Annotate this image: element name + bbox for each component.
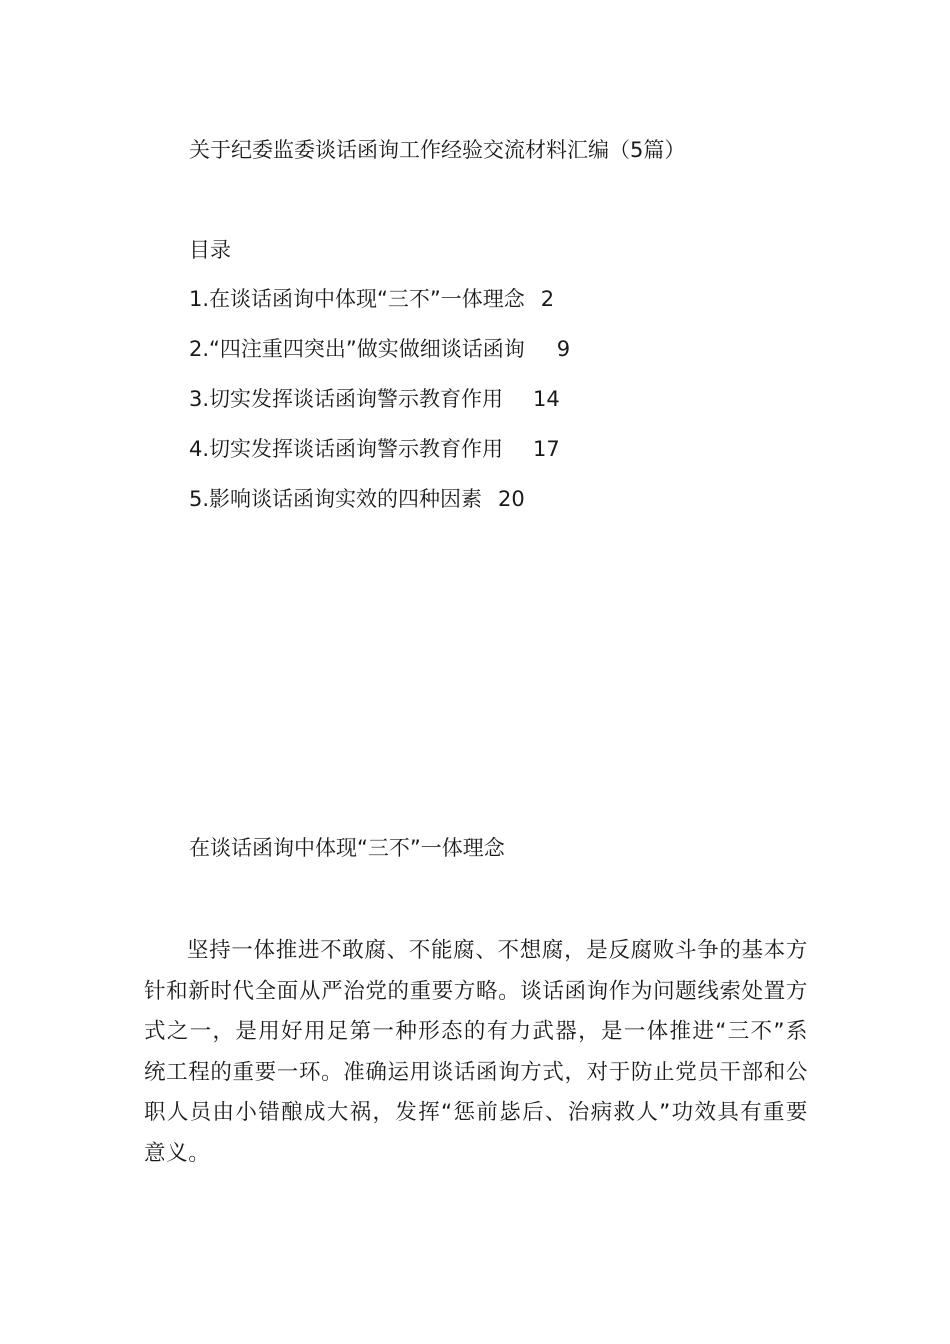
toc-item-label: 5.影响谈话函询实效的四种因素 (189, 487, 483, 511)
toc-item-5[interactable] (189, 483, 570, 533)
section-title: 在谈话函询中体现“三不”一体理念 (189, 836, 505, 860)
toc-item-label: 1.在谈话函询中体现“三不”一体理念 (189, 287, 525, 311)
toc-item-1[interactable] (189, 283, 570, 333)
toc-item-3[interactable] (189, 383, 570, 433)
toc-item-label: 2.“四注重四突出”做实做细谈话函询 (189, 337, 525, 361)
toc-item-label: 3.切实发挥谈话函询警示教育作用 (189, 387, 504, 411)
toc-item-page: 14 (533, 387, 560, 411)
toc-heading: 目录 (189, 238, 231, 262)
toc-item-4[interactable] (189, 433, 570, 483)
toc-item-page: 17 (533, 437, 560, 461)
document-title: 关于纪委监委谈话函询工作经验交流材料汇编（5篇） (189, 138, 686, 162)
toc-item-page: 2 (540, 287, 555, 311)
toc-item-page: 20 (498, 487, 525, 511)
toc-item-label: 4.切实发挥谈话函询警示教育作用 (189, 437, 504, 461)
table-of-contents (189, 283, 570, 533)
toc-item-page: 9 (556, 337, 571, 361)
toc-item-2[interactable] (189, 333, 570, 383)
body-paragraph: 坚持一体推进不敢腐、不能腐、不想腐，是反腐败斗争的基本方针和新时代全面从严治党的重要方略。谈话函询作为问题线索处置方式之一，是用好用足第一种形态的有力武器，是一体推进“三不”系统工程的重要一环。准确运用谈话函询方式，对于防止党员干部和公职人员由小错酿成大祸，发挥“惩前毖后、治病救人”功效具有重要意义。 (144, 938, 808, 1166)
